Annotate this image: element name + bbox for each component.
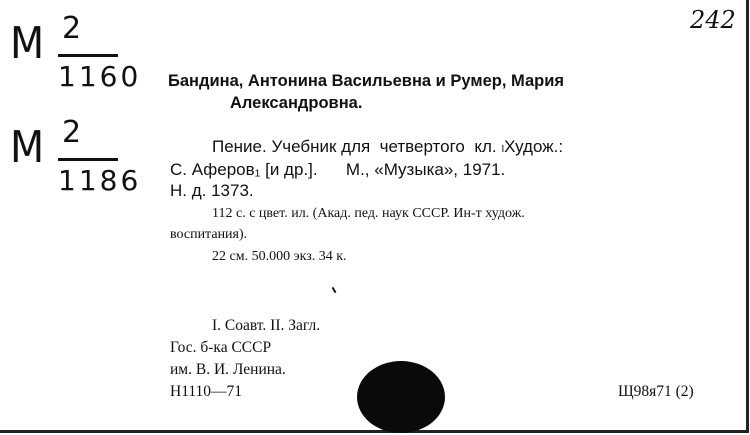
author-heading-line1: Бандина, Антонина Васильевна и Румер, Мария — [168, 72, 564, 90]
tracing-line: I. Соавт. II. Загл. — [212, 317, 321, 334]
shelfmark-1-letter: М — [9, 18, 46, 69]
title-line-2: С. Аферов₁ [и др.]. М., «Музыка», 1971. — [170, 160, 506, 179]
description-line-1: 112 с. с цвет. ил. (Акад. пед. наук СССР. Ин-т худож. — [212, 206, 525, 221]
author-heading-line2: Александровна. — [230, 94, 363, 112]
card-code-left: Н1110—71 — [170, 383, 243, 400]
title-line-3: Н. д. 1373. — [170, 181, 254, 200]
punch-hole — [357, 361, 445, 433]
card-code-right: Щ98я71 (2) — [618, 383, 694, 400]
shelfmark-2-number: 2 — [62, 115, 83, 150]
page-number: 242 — [690, 6, 736, 34]
shelfmark-2-fraction-bar — [58, 158, 118, 161]
shelfmark-1-number: 2 — [62, 11, 83, 46]
title-line-1: Пение. Учебник для четвертого кл. ₗХудож.: — [212, 137, 564, 156]
description-line-2: воспитания). — [170, 227, 248, 242]
shelfmark-2-denominator: 1186 — [58, 164, 142, 197]
shelfmark-1-denominator: 1160 — [58, 60, 142, 93]
shelfmark-2-letter: М — [9, 122, 46, 173]
library-line-2: им. В. И. Ленина. — [170, 361, 286, 378]
size-line: 22 см. 50.000 экз. 34 к. — [212, 249, 347, 264]
author-heading — [168, 70, 564, 114]
stray-mark — [332, 287, 337, 293]
library-line-1: Гос. б-ка СССР — [170, 339, 272, 356]
shelfmark-1-fraction-bar — [58, 54, 118, 57]
